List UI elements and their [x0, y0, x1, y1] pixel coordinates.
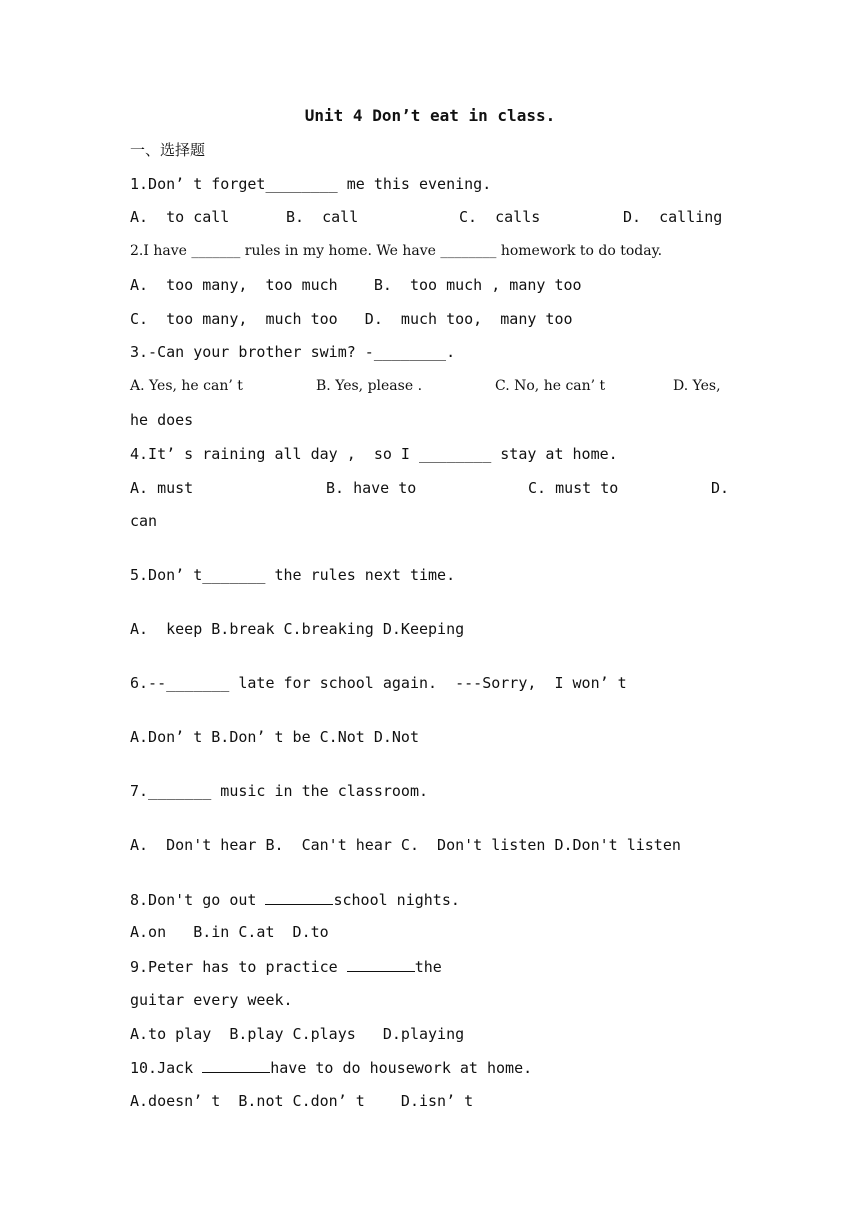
question-3-option-b: B. Yes, please . [316, 378, 423, 394]
question-9-stem-cont: guitar every week. [130, 991, 293, 1009]
question-10-blank [202, 1058, 270, 1073]
question-3-option-c: C. No, he can’ t [495, 378, 606, 394]
question-2-options-1: A. too many, too much B. too much , many too [130, 276, 582, 294]
question-8 [130, 890, 460, 909]
question-1-option-d: D. calling [623, 208, 723, 226]
question-4-option-d-cont: can [130, 512, 158, 530]
question-8-stem-end: school nights. [333, 891, 460, 909]
question-1-option-b: B. call [286, 208, 359, 226]
question-9-options: A.to play B.play C.plays D.playing [130, 1025, 465, 1043]
question-8-options: A.on B.in C.at D.to [130, 923, 329, 941]
question-8-blank [265, 890, 333, 905]
question-10-stem-end: have to do housework at home. [270, 1059, 533, 1077]
question-3-option-d: D. Yes, [673, 378, 721, 394]
question-5-options: A. keep B.break C.breaking D.Keeping [130, 620, 465, 638]
question-10 [130, 1058, 532, 1077]
document-title: Unit 4 Don’t eat in class. [304, 106, 556, 125]
question-1-option-c: C. calls [459, 208, 541, 226]
question-6-stem: 6.--_______ late for school again. ---Sorry, I won’ t [130, 674, 627, 692]
question-10-options: A.doesn’ t B.not C.don’ t D.isn’ t [130, 1092, 474, 1110]
question-9-stem-end: the [414, 958, 442, 976]
question-3-stem: 3.-Can your brother swim? -________. [130, 343, 456, 361]
question-1 [130, 175, 491, 193]
question-9-blank [347, 957, 415, 972]
question-4-option-a: A. must [130, 479, 194, 497]
question-2-options-2: C. too many, much too D. much too, many too [130, 310, 573, 328]
question-6-options: A.Don’ t B.Don’ t be C.Not D.Not [130, 728, 419, 746]
question-5-stem: 5.Don’ t_______ the rules next time. [130, 566, 456, 584]
question-4-option-d: D. [711, 479, 730, 497]
section-heading: 一、选择题 [130, 141, 206, 159]
question-4-option-c: C. must to [528, 479, 619, 497]
question-3-option-a: A. Yes, he can’ t [130, 378, 243, 394]
question-1-option-a: A. to call [130, 208, 230, 226]
question-7-stem: 7._______ music in the classroom. [130, 782, 429, 800]
question-4-option-b: B. have to [326, 479, 417, 497]
question-4-stem: 4.It’ s raining all day , so I ________ stay at home. [130, 445, 618, 463]
question-10-stem: 10.Jack [130, 1059, 203, 1077]
question-9 [130, 957, 442, 976]
question-7-options: A. Don't hear B. Can't hear C. Don't listen D.Don't listen [130, 836, 681, 854]
question-3-option-d-cont: he does [130, 411, 194, 429]
question-2-stem: 2.I have _______ rules in my home. We have ________ homework to do today. [130, 243, 663, 259]
question-1-stem-end: me this evening. [337, 175, 492, 193]
question-9-stem: 9.Peter has to practice [130, 958, 347, 976]
question-1-stem: 1.Don’ t forget________ [130, 175, 338, 193]
question-8-stem: 8.Don't go out [130, 891, 266, 909]
